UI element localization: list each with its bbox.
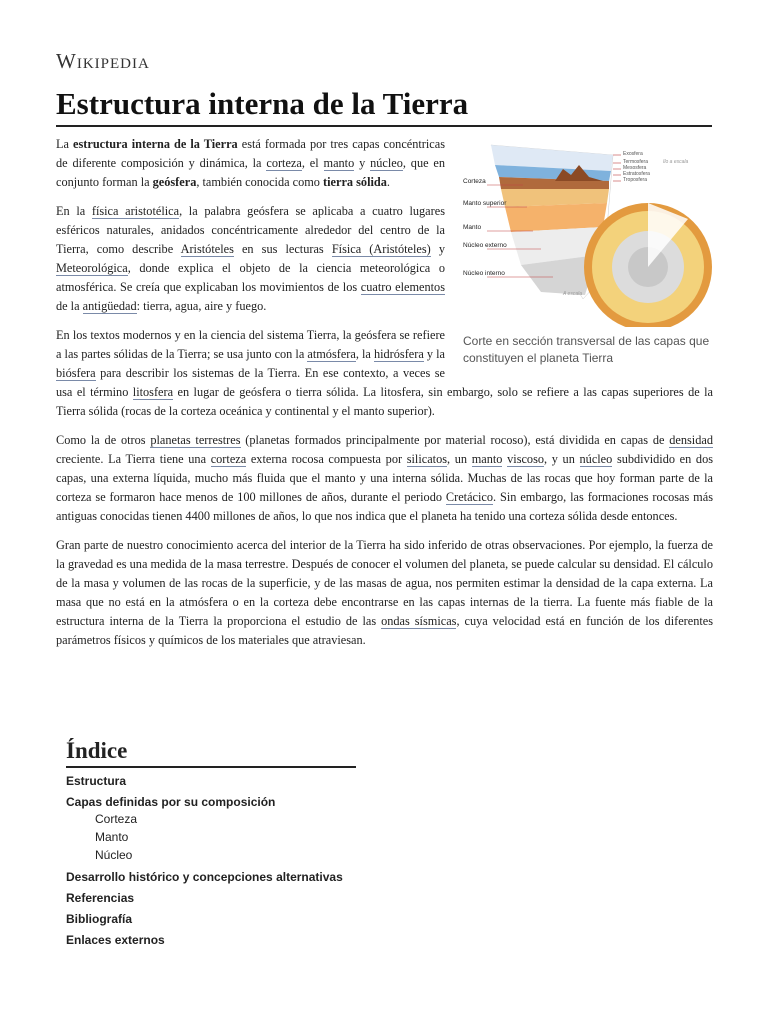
paragraph-1: La estructura interna de la Tierra está formada por tres capas concéntricas de diferente composición y dinámica, la corteza, el manto y núcleo, que en conjunto forman la geósfera, también conocida como tierra sólida. — [56, 137, 446, 189]
link-manto[interactable]: manto — [323, 156, 355, 170]
link-planetas-terrestres[interactable]: planetas terrestres — [150, 433, 241, 447]
label-nucleo-interno: Núcleo interno — [463, 270, 505, 277]
label-manto: Manto — [463, 224, 482, 231]
label-a-escala: A escala — [563, 291, 582, 297]
toc-subitem-manto[interactable]: Manto — [95, 830, 129, 844]
toc-item-referencias[interactable]: Referencias — [66, 891, 135, 905]
label-mesosfera: Mesosfera — [623, 165, 647, 171]
link-nucleo-2[interactable]: núcleo — [579, 452, 613, 466]
article-body — [56, 135, 713, 660]
paragraph-4: Como la de otros planetas terrestres (planetas formados principalmente por material rocoso), está dividida en capas de densidad creciente. La Tierra tiene una corteza externa rocosa compuesta por silicatos, un manto viscoso, y un núcleo subdividido en dos capas, una externa líquida, mucho más fluida que el manto y una interna sólida. Muchas de las rocas que hoy forman parte de la corteza se formaron hace menos de 100 millones de años, durante el periodo Cretácico. Sin embargo, las formaciones rocosas más antiguas conocidas tienen 4400 millones de años, lo que nos indica que el planeta ha tenido una corteza sólida desde entonces. — [56, 433, 714, 523]
paragraph-2: En la física aristotélica, la palabra geósfera se aplicaba a cuatro lugares esféricos naturales, anidados concéntricamente alrededor del centro de la Tierra, como describe Aristóteles en sus lecturas Física (Aristóteles) y Meteorológica, donde explica el objeto de la ciencia meteorológica o atmosférica. Se creía que explicaban los movimientos de los cuatro elementos de la antigüedad: tierra, agua, aire y fuego. — [56, 204, 445, 313]
earth-layers-figure[interactable] — [463, 137, 713, 367]
toc-title: Índice — [66, 738, 356, 768]
link-corteza-2[interactable]: corteza — [210, 452, 247, 466]
label-nucleo-externo: Núcleo externo — [463, 242, 507, 249]
page-title: Estructura interna de la Tierra — [56, 86, 469, 121]
wikipedia-logo[interactable]: Wikipedia — [56, 49, 150, 73]
link-antiguedad[interactable]: antigüedad — [82, 299, 137, 313]
label-exosfera: Exosfera — [623, 151, 643, 157]
toc-item-estructura[interactable]: Estructura — [66, 774, 127, 788]
link-densidad[interactable]: densidad — [669, 433, 713, 447]
link-litosfera[interactable]: litosfera — [132, 385, 174, 399]
toc-item-capas[interactable]: Capas definidas por su composición Corteza Manto Núcleo — [66, 795, 356, 864]
link-biosfera[interactable]: biósfera — [56, 366, 96, 380]
figure-caption: Corte en sección transversal de las capas que constituyen el planeta Tierra — [463, 334, 710, 365]
toc-item-desarrollo[interactable]: Desarrollo histórico y concepciones alternativas — [66, 870, 343, 884]
earth-cross-section-image — [463, 137, 713, 327]
link-corteza[interactable]: corteza — [266, 156, 302, 170]
link-cuatro-elementos[interactable]: cuatro elementos — [360, 280, 445, 294]
toc-subitem-nucleo[interactable]: Núcleo — [95, 848, 133, 862]
label-estratosfera: Estratosfera — [623, 171, 650, 177]
link-viscoso[interactable]: viscoso — [507, 452, 545, 466]
link-cretacico[interactable]: Cretácico — [445, 490, 494, 504]
link-nucleo[interactable]: núcleo — [370, 156, 403, 170]
link-silicatos[interactable]: silicatos — [406, 452, 448, 466]
link-atmosfera[interactable]: atmósfera — [307, 347, 356, 361]
paragraph-5: Gran parte de nuestro conocimiento acerca del interior de la Tierra ha sido inferido de otras observaciones. Por ejemplo, la fuerza de la gravedad es una medida de la masa terrestre. Después de conocer el volumen del planeta, se puede calcular su densidad. El cálculo de la masa y volumen de las rocas de la superficie, y de las masas de agua, nos permiten estimar la densidad de la capa externa. La masa que no está en la atmósfera o en la corteza debe encontrarse en las capas internas de la tierra. La fuente más fiable de la estructura interna de la Tierra la proporciona el estudio de las ondas sísmicas, cuya velocidad está en función de los diferentes parámetros físicos y químicos de los materiales que atraviesan. — [56, 538, 714, 647]
label-corteza: Corteza — [463, 178, 486, 185]
link-fisica-aristotelica[interactable]: física aristotélica — [91, 204, 180, 218]
link-fisica[interactable]: Física (Aristóteles) — [331, 242, 431, 256]
title-rule — [56, 125, 712, 127]
link-ondas-sismicas[interactable]: ondas sísmicas — [381, 614, 457, 628]
paragraph-3: En los textos modernos y en la ciencia del sistema Tierra, la geósfera se refiere a las partes sólidas de la Tierra; se usa junto con la atmósfera, la hidrósfera y la biósfera para describir los sistemas de la Tierra. En ese contexto, a veces se usa el término litosfera en lugar de geósfera o tierra sólida. La litosfera, sin embargo, solo se refiere a las capas superiores de la Tierra sólida (rocas de la corteza oceánica y continental y el manto superior). — [56, 328, 713, 418]
label-termosfera: Termosfera — [623, 159, 649, 165]
link-aristoteles[interactable]: Aristóteles — [180, 242, 234, 256]
link-hidrosfera[interactable]: hidrósfera — [373, 347, 424, 361]
toc-item-enlaces[interactable]: Enlaces externos — [66, 933, 165, 947]
toc-item-bibliografia[interactable]: Bibliografía — [66, 912, 133, 926]
link-manto-2[interactable]: manto — [471, 452, 503, 466]
table-of-contents — [66, 738, 356, 948]
label-manto-superior: Manto superior — [463, 200, 507, 207]
label-troposfera: Troposfera — [623, 177, 647, 183]
link-meteorologica[interactable]: Meteorológica — [56, 261, 128, 275]
toc-subitem-corteza[interactable]: Corteza — [95, 812, 138, 826]
label-no-escala: Ilo a escala — [663, 159, 689, 165]
